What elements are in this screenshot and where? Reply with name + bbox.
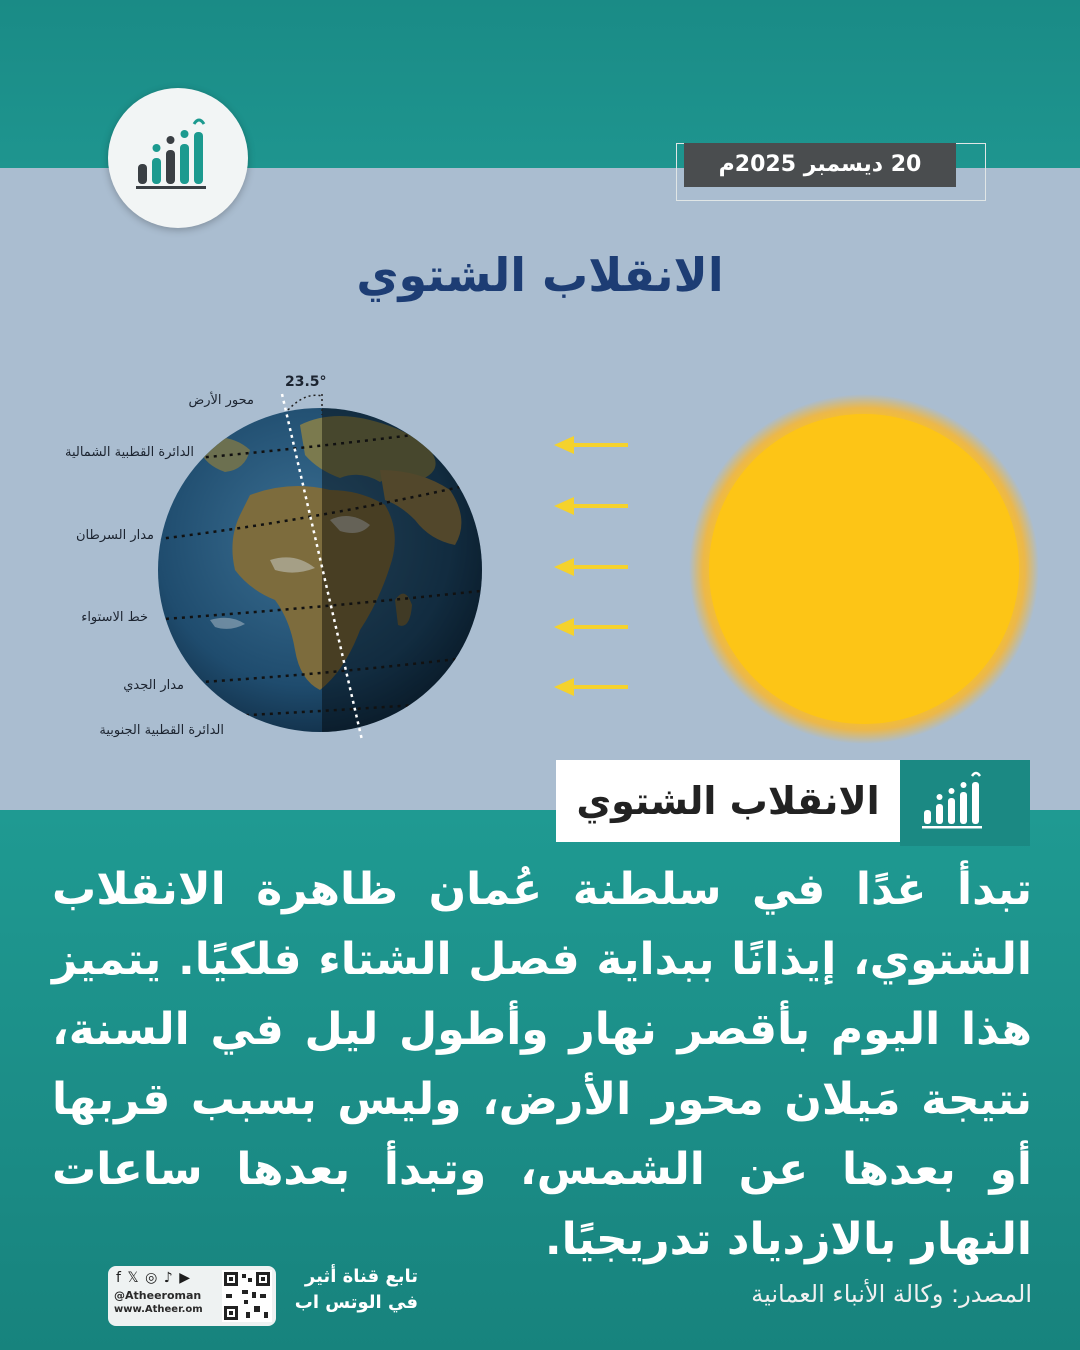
social-handle[interactable]: @Atheeroman xyxy=(114,1289,202,1302)
follow-line-2: في الوتس اب xyxy=(294,1292,418,1313)
article-body: تبدأ غدًا في سلطنة عُمان ظاهرة الانقلاب الشتوي، إيذانًا ببداية فصل الشتاء فلكيًا. يتميز هذا اليوم بأقصر نهار وأطول ليل في السنة، نتيجة مَيلان محور الأرض، وليس بسبب قربها أو بعدها عن الشمس، وتبدأ بعدها ساعات النهار بالازدياد تدريجيًا. xyxy=(52,864,1032,1265)
sunlight-arrow xyxy=(554,558,628,576)
diagram-title: الانقلاب الشتوي xyxy=(356,248,724,302)
label-antarctic-circle: الدائرة القطبية الجنوبية xyxy=(99,723,224,738)
earth-globe xyxy=(150,400,492,740)
social-card[interactable] xyxy=(108,1266,276,1326)
sunlight-arrow xyxy=(554,678,628,696)
youtube-icon[interactable]: ▶ xyxy=(179,1270,191,1286)
label-tropic-cancer: مدار السرطان xyxy=(75,528,154,543)
solstice-diagram xyxy=(0,168,1080,810)
follow-line-1: تابع قناة أثير xyxy=(304,1266,418,1287)
qr-code-icon[interactable] xyxy=(222,1270,272,1322)
sunlight-arrow xyxy=(554,618,628,636)
sunlight-arrow xyxy=(554,497,628,515)
label-tropic-capricorn: مدار الجدي xyxy=(123,678,184,693)
label-earth-axis: محور الأرض xyxy=(188,393,254,408)
instagram-icon[interactable]: ◎ xyxy=(145,1270,159,1286)
sunlight-arrows xyxy=(554,436,628,696)
axis-angle-label: 23.5° xyxy=(285,374,327,390)
x-icon[interactable]: 𝕏 xyxy=(127,1270,140,1286)
heading-brand-tile xyxy=(900,760,1030,846)
label-arctic-circle: الدائرة القطبية الشمالية xyxy=(64,445,194,460)
article-heading: الانقلاب الشتوي xyxy=(556,760,900,842)
angle-arc xyxy=(288,395,322,410)
source-credit: المصدر: وكالة الأنباء العمانية xyxy=(751,1280,1032,1308)
sunlight-arrow xyxy=(554,436,628,454)
website-link[interactable]: www.Atheer.om xyxy=(114,1304,203,1315)
facebook-icon[interactable]: f xyxy=(116,1270,122,1286)
label-equator: خط الاستواء xyxy=(81,610,148,625)
atheer-mark-icon xyxy=(900,760,1030,846)
tiktok-icon[interactable]: ♪ xyxy=(163,1270,174,1286)
social-icons xyxy=(116,1270,191,1286)
date-text: 20 ديسمبر 2025م xyxy=(684,143,956,187)
sun xyxy=(709,414,1019,724)
follow-whatsapp-text xyxy=(282,1264,418,1316)
